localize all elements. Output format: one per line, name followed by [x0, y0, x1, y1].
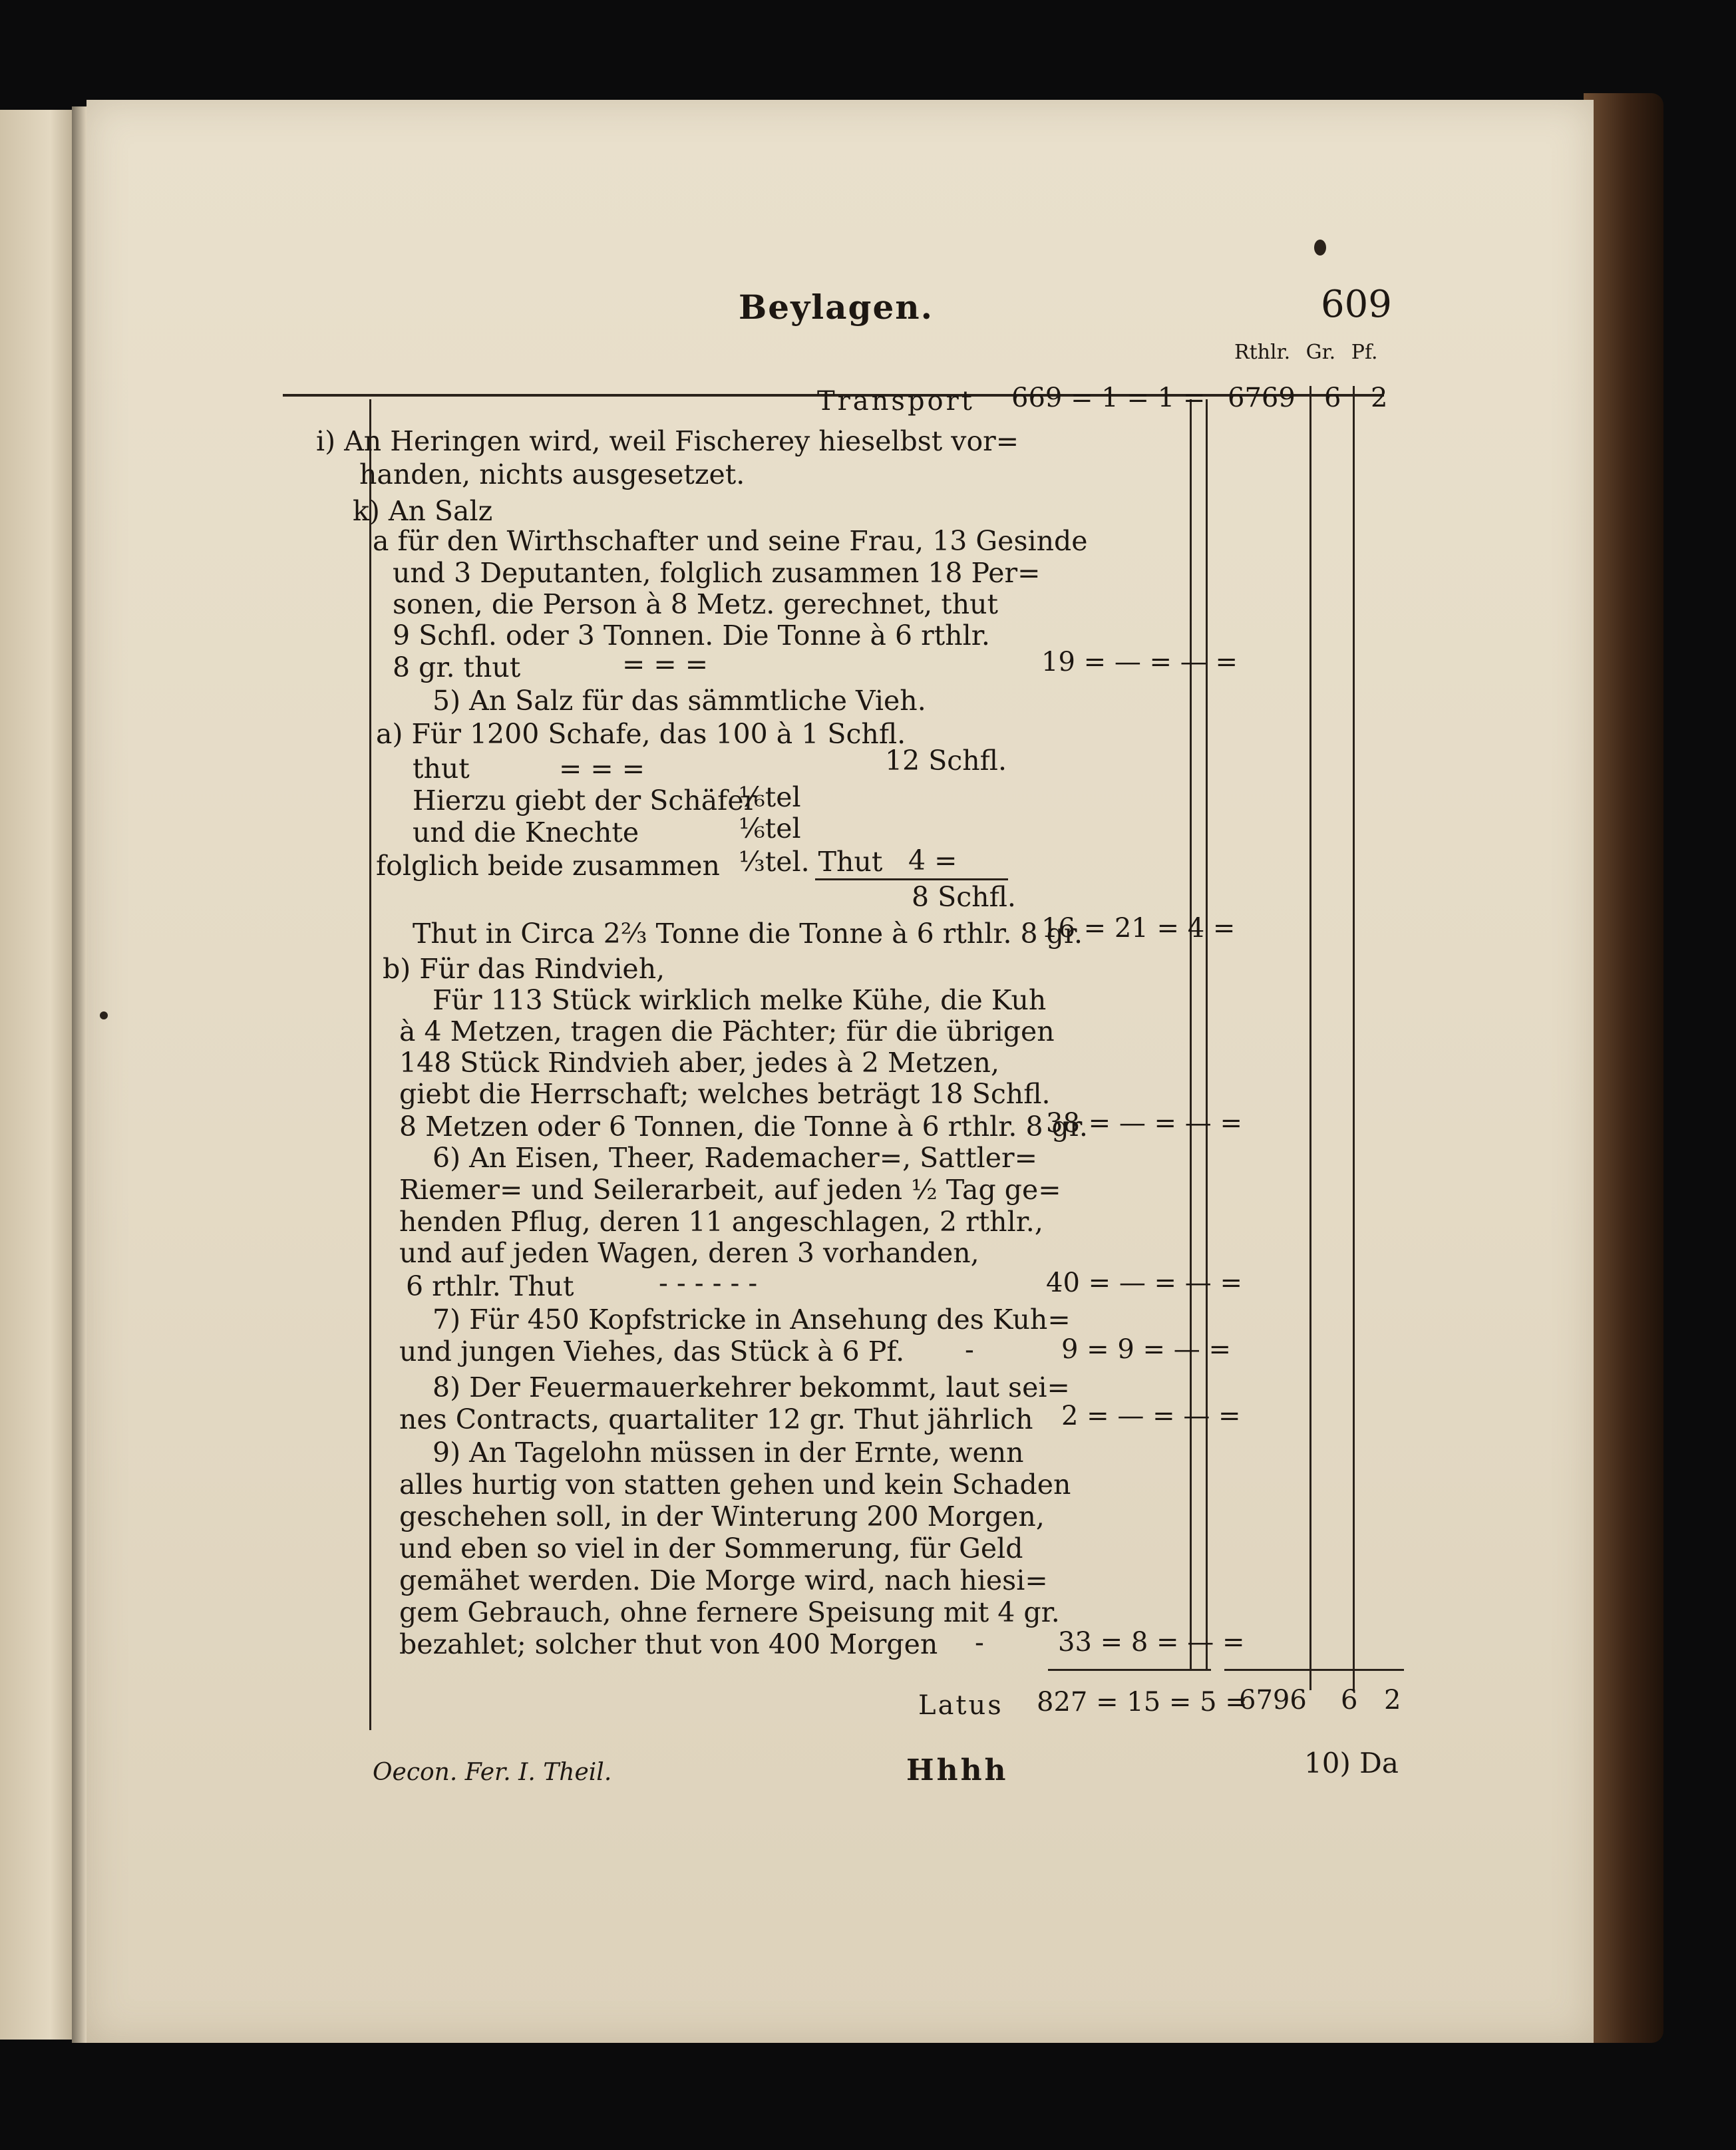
ink-speck: [1314, 240, 1326, 256]
latus-total-rthlr: 6796: [1239, 1685, 1307, 1715]
latus-label: Latus: [918, 1690, 1003, 1721]
item-a-line: und die Knechte: [413, 816, 639, 848]
item-a-line: thut: [413, 753, 470, 785]
item-a-value: 4 =: [908, 844, 957, 876]
item-k-dots: = = =: [622, 648, 709, 680]
item-a-line: a) Für 1200 Schafe, das 100 à 1 Schfl.: [376, 718, 906, 750]
item-k-line: 9 Schfl. oder 3 Tonnen. Die Tonne à 6 rthlr.: [393, 620, 990, 651]
ink-speck: [100, 1011, 108, 1019]
section-6-line: Riemer= und Seilerarbeit, auf jeden ½ Tag ge=: [399, 1174, 1061, 1206]
section-9-line: gem Gebrauch, ohne fernere Speisung mit 4 gr.: [399, 1596, 1060, 1628]
item-k-heading: k) An Salz: [353, 495, 493, 527]
subtotal-rule: [815, 878, 1008, 880]
section-6-line: und auf jeden Wagen, deren 3 vorhanden,: [399, 1237, 979, 1269]
section-7-line: 7) Für 450 Kopfstricke in Ansehung des Kuh=: [433, 1304, 1071, 1336]
item-a-sum: 8 Schfl.: [912, 881, 1016, 913]
item-k-line: sonen, die Person à 8 Metz. gerechnet, thut: [393, 588, 998, 620]
item-a-schfl: 12 Schfl.: [885, 745, 1007, 777]
item-a-line: folglich beide zusammen: [376, 850, 720, 882]
item-a-amount: 16 = 21 = 4 =: [1041, 913, 1236, 944]
item-a-line: Thut in Circa 2⅔ Tonne die Tonne à 6 rthlr. 8 gr.: [413, 918, 1083, 950]
section-9-line: bezahlet; solcher thut von 400 Morgen: [399, 1628, 938, 1660]
section-8-line: nes Contracts, quartaliter 12 gr. Thut jährlich: [399, 1403, 1033, 1435]
transport-amount: 669 = 1 = 1 =: [1011, 383, 1206, 413]
item-i-line: i) An Heringen wird, weil Fischerey hieselbst vor=: [316, 425, 1019, 457]
item-i-line: handen, nichts ausgesetzet.: [359, 458, 745, 490]
currency-units-header: Rthlr. Gr. Pf.: [1234, 341, 1378, 364]
item-k-amount: 19 = — = — =: [1041, 647, 1238, 677]
groschen-column-rule: [1309, 386, 1311, 1690]
signature-line: Oecon. Fer. I. Theil.: [373, 1759, 612, 1786]
section-7-amount: 9 = 9 = — =: [1061, 1334, 1232, 1365]
section-9-line: 9) An Tagelohn müssen in der Ernte, wenn: [433, 1437, 1024, 1469]
transport-total-pf: 2: [1371, 383, 1388, 413]
section-7-dots: -: [965, 1334, 974, 1365]
book-cover-edge: [1584, 93, 1663, 2043]
section-9-amount: 33 = 8 = — =: [1058, 1627, 1245, 1658]
latus-total-gr: 6: [1341, 1685, 1358, 1715]
section-7-line: und jungen Viehes, das Stück à 6 Pf.: [399, 1336, 905, 1367]
item-k-line: und 3 Deputanten, folglich zusammen 18 Per=: [393, 557, 1041, 589]
section-6-dots: - - - - - -: [659, 1267, 758, 1299]
section-8-line: 8) Der Feuermauerkehrer bekommt, laut sei=: [433, 1371, 1070, 1403]
item-b-line: Für 113 Stück wirklich melke Kühe, die Kuh: [433, 984, 1047, 1016]
section-9-line: und eben so viel in der Sommerung, für Geld: [399, 1532, 1023, 1564]
catchword: 10) Da: [1304, 1747, 1399, 1779]
item-b-heading: b) Für das Rindvieh,: [383, 953, 665, 985]
section-6-amount: 40 = — = — =: [1046, 1268, 1243, 1298]
latus-amount: 827 = 15 = 5 =: [1037, 1687, 1248, 1717]
latus-sum-rule: [1048, 1669, 1211, 1671]
item-k-line: 8 gr. thut: [393, 651, 521, 683]
transport-label: Transport: [817, 386, 975, 417]
section-9-line: alles hurtig von statten gehen und kein Schaden: [399, 1469, 1071, 1501]
item-b-line: giebt die Herrschaft; welches beträgt 18 Schfl.: [399, 1078, 1051, 1110]
transport-total-rthlr: 6769: [1228, 383, 1296, 413]
item-b-line: 8 Metzen oder 6 Tonnen, die Tonne à 6 rthlr. 8 gr.: [399, 1111, 1088, 1143]
facing-page-edge: [0, 110, 72, 2040]
running-head: Beylagen.: [739, 287, 934, 327]
item-a-fraction: ⅙tel: [739, 812, 801, 844]
item-k-line: a für den Wirthschafter und seine Frau, 13 Gesinde: [373, 525, 1088, 557]
transport-total-gr: 6: [1324, 383, 1341, 413]
section-6-line: henden Pflug, deren 11 angeschlagen, 2 rthlr.,: [399, 1206, 1043, 1238]
item-a-fraction: ⅓tel. Thut: [739, 846, 883, 878]
section-9-line: gemähet werden. Die Morge wird, nach hiesi=: [399, 1564, 1048, 1596]
item-a-line: Hierzu giebt der Schäfer: [413, 785, 757, 816]
book-gutter: [72, 106, 87, 2043]
text-column-rule: [369, 399, 371, 1730]
section-9-line: geschehen soll, in der Winterung 200 Morgen,: [399, 1501, 1045, 1532]
section-9-dots: -: [975, 1626, 984, 1658]
item-a-dots: = = =: [559, 753, 645, 785]
item-b-line: 148 Stück Rindvieh aber, jedes à 2 Metzen,: [399, 1047, 999, 1079]
total-column-rule: [1206, 399, 1208, 1670]
section-6-line: 6) An Eisen, Theer, Rademacher=, Sattler=: [433, 1142, 1037, 1174]
section-5-heading: 5) An Salz für das sämmtliche Vieh.: [433, 685, 926, 717]
item-b-line: à 4 Metzen, tragen die Pächter; für die übrigen: [399, 1015, 1055, 1047]
amount-column-rule: [1190, 399, 1192, 1670]
page-number: 609: [1321, 283, 1392, 326]
pfennig-column-rule: [1353, 386, 1355, 1690]
section-8-amount: 2 = — = — =: [1061, 1401, 1241, 1431]
section-6-line: 6 rthlr. Thut: [406, 1270, 574, 1302]
latus-total-pf: 2: [1384, 1685, 1401, 1715]
latus-total-rule: [1224, 1669, 1404, 1671]
item-a-fraction: ⅙tel: [739, 781, 801, 813]
item-b-amount: 38 = — = — =: [1046, 1108, 1243, 1139]
signature-mark: Hhhh: [906, 1753, 1009, 1787]
